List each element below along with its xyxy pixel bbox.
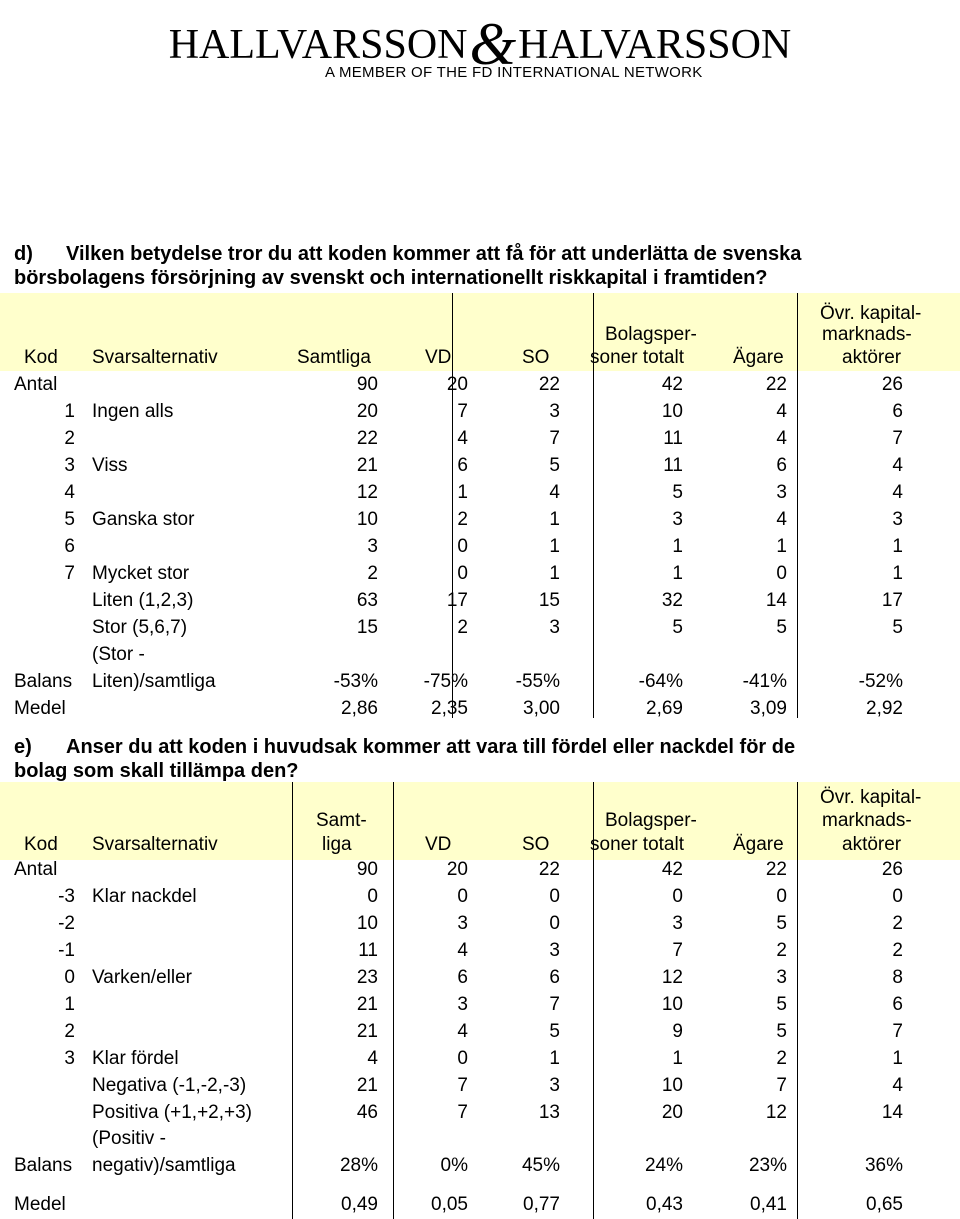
row-value: 3 xyxy=(549,401,560,422)
row-value: 2,92 xyxy=(866,698,903,719)
row-value: 2 xyxy=(776,940,787,961)
row-value: 0,05 xyxy=(431,1194,468,1215)
row-value: 3 xyxy=(892,509,903,530)
row-svarsalternativ-line1: (Stor - xyxy=(92,644,145,665)
header-samtliga: Samtliga xyxy=(297,347,371,368)
table-e-divider xyxy=(797,782,798,1219)
brand-right: HALVARSSON xyxy=(518,22,792,68)
row-value: 0,43 xyxy=(646,1194,683,1215)
row-kod: 3 xyxy=(64,1048,75,1069)
row-value: 1 xyxy=(549,536,560,557)
row-value: 12 xyxy=(661,967,683,988)
row-value: 6 xyxy=(457,967,468,988)
row-value: 5 xyxy=(672,482,683,503)
row-value: 5 xyxy=(776,994,787,1015)
row-value: 3 xyxy=(457,994,468,1015)
brand-logo xyxy=(0,0,960,90)
row-value: -75% xyxy=(423,671,468,692)
row-value: 11 xyxy=(663,428,683,449)
row-value: 10 xyxy=(661,1075,683,1096)
row-value: 2,69 xyxy=(646,698,683,719)
row-value: 0 xyxy=(776,886,787,907)
row-value: 22 xyxy=(538,374,560,395)
row-value: 2,86 xyxy=(341,698,378,719)
header-bolag-line2: soner totalt xyxy=(590,834,684,855)
header-vd: VD xyxy=(425,347,452,368)
question-e-line2: bolag som skall tillämpa den? xyxy=(14,760,299,782)
row-value: 46 xyxy=(356,1102,378,1123)
row-value: 7 xyxy=(457,1075,468,1096)
row-kod: 1 xyxy=(64,401,75,422)
brand-left: HALLVARSSON xyxy=(168,22,468,68)
brand-ampersand: & xyxy=(469,11,517,77)
header-so: SO xyxy=(522,834,550,855)
row-value: -64% xyxy=(638,671,683,692)
row-value: 0,41 xyxy=(750,1194,787,1215)
row-svarsalternativ: Klar fördel xyxy=(92,1048,179,1069)
header-bolag-line1: Bolagsper- xyxy=(605,324,697,345)
row-value: 5 xyxy=(776,1021,787,1042)
row-kod: 3 xyxy=(64,455,75,476)
row-value: 0 xyxy=(776,563,787,584)
row-kod: -2 xyxy=(58,913,75,934)
row-value: 15 xyxy=(538,590,560,611)
question-d-line1: Vilken betydelse tror du att koden kommer att få för att underlätta de svenska xyxy=(66,243,802,265)
row-value: 7 xyxy=(672,940,683,961)
header-ovr-line1: Övr. kapital- xyxy=(820,303,922,324)
row-value: 7 xyxy=(457,401,468,422)
row-value: 3 xyxy=(457,913,468,934)
row-value: 2 xyxy=(776,1048,787,1069)
header-kod: Kod xyxy=(24,834,58,855)
row-value: 2 xyxy=(457,509,468,530)
row-value: 4 xyxy=(776,509,787,530)
row-value: 24% xyxy=(644,1155,683,1176)
row-kod: 7 xyxy=(64,563,75,584)
row-value: 22 xyxy=(538,859,560,880)
question-d-letter: d) xyxy=(14,243,33,265)
row-value: 90 xyxy=(356,374,378,395)
row-svarsalternativ: Stor (5,6,7) xyxy=(92,617,188,638)
row-value: 4 xyxy=(457,428,468,449)
brand-wordmark xyxy=(0,4,960,77)
row-value: 63 xyxy=(356,590,378,611)
header-ovr-line3: aktörer xyxy=(842,834,902,855)
row-value: 1 xyxy=(457,482,468,503)
row-value: 21 xyxy=(356,1075,378,1096)
row-svarsalternativ: Liten (1,2,3) xyxy=(92,590,194,611)
question-e-line1: Anser du att koden i huvudsak kommer att vara till fördel eller nackdel för de xyxy=(66,736,796,758)
row-value: 0 xyxy=(672,886,683,907)
header-samt-line1: Samt- xyxy=(316,810,367,831)
row-value: 0 xyxy=(457,563,468,584)
row-value: 8 xyxy=(892,967,903,988)
row-value: 3 xyxy=(549,940,560,961)
row-value: 0 xyxy=(892,886,903,907)
row-value: 1 xyxy=(892,1048,903,1069)
row-value: 4 xyxy=(892,1075,903,1096)
row-svarsalternativ: Klar nackdel xyxy=(92,886,197,907)
row-value: 42 xyxy=(661,374,683,395)
question-e xyxy=(14,735,795,783)
brand-tagline: A MEMBER OF THE FD INTERNATIONAL NETWORK xyxy=(325,64,703,81)
row-value: 32 xyxy=(661,590,683,611)
row-value: 23% xyxy=(748,1155,787,1176)
row-svarsalternativ: Ganska stor xyxy=(92,509,195,530)
row-kod: -3 xyxy=(58,886,75,907)
row-value: 26 xyxy=(881,859,903,880)
row-svarsalternativ: Mycket stor xyxy=(92,563,190,584)
row-value: 3 xyxy=(776,967,787,988)
row-value: 0 xyxy=(367,886,378,907)
row-value: 4 xyxy=(776,428,787,449)
row-value: 7 xyxy=(892,428,903,449)
row-value: 0 xyxy=(549,913,560,934)
row-svarsalternativ: Viss xyxy=(92,455,128,476)
row-value: 21 xyxy=(356,994,378,1015)
row-value: 3 xyxy=(672,913,683,934)
row-value: 11 xyxy=(663,455,683,476)
row-value: 28% xyxy=(339,1155,378,1176)
row-value: 2 xyxy=(892,940,903,961)
row-value: 23 xyxy=(356,967,378,988)
row-value: 4 xyxy=(367,1048,378,1069)
row-value: 1 xyxy=(672,563,683,584)
row-value: 5 xyxy=(549,1021,560,1042)
row-value: 6 xyxy=(776,455,787,476)
row-value: 0% xyxy=(440,1155,468,1176)
header-ovr-line1: Övr. kapital- xyxy=(820,787,922,808)
row-value: 1 xyxy=(672,536,683,557)
row-value: 3,00 xyxy=(523,698,560,719)
row-kod: 1 xyxy=(64,994,75,1015)
row-kod: 0 xyxy=(64,967,75,988)
row-value: 17 xyxy=(446,590,468,611)
row-value: 42 xyxy=(661,859,683,880)
row-value: 14 xyxy=(765,590,787,611)
question-d xyxy=(14,242,801,290)
row-kod: 2 xyxy=(64,428,75,449)
row-value: 5 xyxy=(672,617,683,638)
row-value: 5 xyxy=(776,913,787,934)
row-svarsalternativ-line2: Liten)/samtliga xyxy=(92,671,216,692)
row-value: 90 xyxy=(356,859,378,880)
row-value: 7 xyxy=(776,1075,787,1096)
row-value: 1 xyxy=(549,1048,560,1069)
header-vd: VD xyxy=(425,834,452,855)
row-svarsalternativ: Ingen alls xyxy=(92,401,174,422)
header-ovr-line2: marknads- xyxy=(822,810,912,831)
row-kod: 2 xyxy=(64,1021,75,1042)
question-d-line2: börsbolagens försörjning av svenskt och internationellt riskkapital i framtiden? xyxy=(14,267,768,289)
row-value: 0 xyxy=(457,1048,468,1069)
row-value: 4 xyxy=(892,482,903,503)
row-value: 3 xyxy=(549,1075,560,1096)
row-svarsalternativ: Positiva (+1,+2,+3) xyxy=(92,1102,253,1123)
table-d-divider xyxy=(797,293,798,718)
table-d xyxy=(0,293,960,723)
row-kod: Medel xyxy=(14,1194,66,1215)
row-value: 36% xyxy=(864,1155,903,1176)
row-value: 0,65 xyxy=(866,1194,903,1215)
row-value: 5 xyxy=(549,455,560,476)
row-value: 4 xyxy=(776,401,787,422)
row-value: 0,49 xyxy=(341,1194,378,1215)
row-value: 3 xyxy=(672,509,683,530)
header-svarsalternativ: Svarsalternativ xyxy=(92,347,218,368)
row-svarsalternativ-line1: (Positiv - xyxy=(92,1128,166,1149)
row-value: 12 xyxy=(356,482,378,503)
row-kod: 6 xyxy=(64,536,75,557)
row-value: 7 xyxy=(892,1021,903,1042)
row-value: -53% xyxy=(333,671,378,692)
row-value: 20 xyxy=(446,374,468,395)
header-svarsalternativ: Svarsalternativ xyxy=(92,834,218,855)
row-value: 20 xyxy=(446,859,468,880)
row-value: 4 xyxy=(549,482,560,503)
row-value: 6 xyxy=(892,401,903,422)
row-value: 4 xyxy=(457,1021,468,1042)
row-kod: Antal xyxy=(14,859,58,880)
row-value: 1 xyxy=(776,536,787,557)
header-agare: Ägare xyxy=(733,834,784,855)
row-value: 12 xyxy=(765,1102,787,1123)
row-value: 10 xyxy=(661,994,683,1015)
row-kod: -1 xyxy=(58,940,75,961)
row-value: 7 xyxy=(549,428,560,449)
row-value: 3 xyxy=(776,482,787,503)
row-value: 10 xyxy=(356,509,378,530)
row-svarsalternativ-line2: negativ)/samtliga xyxy=(92,1155,236,1176)
row-value: 2 xyxy=(892,913,903,934)
header-ovr-line3: aktörer xyxy=(842,347,902,368)
row-value: 10 xyxy=(356,913,378,934)
row-value: 22 xyxy=(765,859,787,880)
question-e-letter: e) xyxy=(14,736,32,758)
row-value: 26 xyxy=(881,374,903,395)
table-d-divider xyxy=(452,293,453,718)
row-value: -55% xyxy=(515,671,560,692)
row-value: 2,35 xyxy=(431,698,468,719)
row-value: 9 xyxy=(672,1021,683,1042)
row-value: 20 xyxy=(661,1102,683,1123)
table-e-divider xyxy=(292,782,293,1219)
row-value: 1 xyxy=(549,509,560,530)
row-value: 14 xyxy=(881,1102,903,1123)
row-svarsalternativ: Negativa (-1,-2,-3) xyxy=(92,1075,247,1096)
table-e xyxy=(0,782,960,1219)
header-agare: Ägare xyxy=(733,347,784,368)
row-value: 45% xyxy=(521,1155,560,1176)
row-value: 2 xyxy=(367,563,378,584)
row-value: 7 xyxy=(549,994,560,1015)
row-value: 1 xyxy=(892,536,903,557)
row-value: 1 xyxy=(549,563,560,584)
row-kod: Antal xyxy=(14,374,58,395)
row-value: 1 xyxy=(672,1048,683,1069)
row-value: 3,09 xyxy=(750,698,787,719)
row-value: 11 xyxy=(358,940,378,961)
header-bolag-line2: soner totalt xyxy=(590,347,684,368)
row-value: -41% xyxy=(742,671,787,692)
row-value: 22 xyxy=(356,428,378,449)
row-value: 4 xyxy=(892,455,903,476)
row-kod: 5 xyxy=(64,509,75,530)
row-value: 7 xyxy=(457,1102,468,1123)
row-value: 6 xyxy=(892,994,903,1015)
row-value: 0 xyxy=(457,886,468,907)
row-value: 10 xyxy=(661,401,683,422)
header-so: SO xyxy=(522,347,550,368)
row-value: -52% xyxy=(858,671,903,692)
row-kod: Balans xyxy=(14,671,73,692)
row-value: 17 xyxy=(881,590,903,611)
row-value: 5 xyxy=(892,617,903,638)
row-value: 22 xyxy=(765,374,787,395)
row-value: 0,77 xyxy=(523,1194,560,1215)
row-value: 13 xyxy=(538,1102,560,1123)
row-value: 15 xyxy=(356,617,378,638)
row-value: 5 xyxy=(776,617,787,638)
row-value: 21 xyxy=(356,1021,378,1042)
row-value: 2 xyxy=(457,617,468,638)
row-value: 1 xyxy=(892,563,903,584)
row-value: 4 xyxy=(457,940,468,961)
row-value: 3 xyxy=(367,536,378,557)
row-value: 6 xyxy=(549,967,560,988)
row-kod: Medel xyxy=(14,698,66,719)
row-value: 20 xyxy=(356,401,378,422)
header-kod: Kod xyxy=(24,347,58,368)
row-value: 0 xyxy=(457,536,468,557)
row-value: 21 xyxy=(356,455,378,476)
row-kod: Balans xyxy=(14,1155,73,1176)
row-value: 3 xyxy=(549,617,560,638)
header-ovr-line2: marknads- xyxy=(822,324,912,345)
row-value: 0 xyxy=(549,886,560,907)
row-value: 6 xyxy=(457,455,468,476)
header-samt-line2: liga xyxy=(322,834,352,855)
header-bolag-line1: Bolagsper- xyxy=(605,810,697,831)
row-kod: 4 xyxy=(64,482,75,503)
row-svarsalternativ: Varken/eller xyxy=(92,967,192,988)
